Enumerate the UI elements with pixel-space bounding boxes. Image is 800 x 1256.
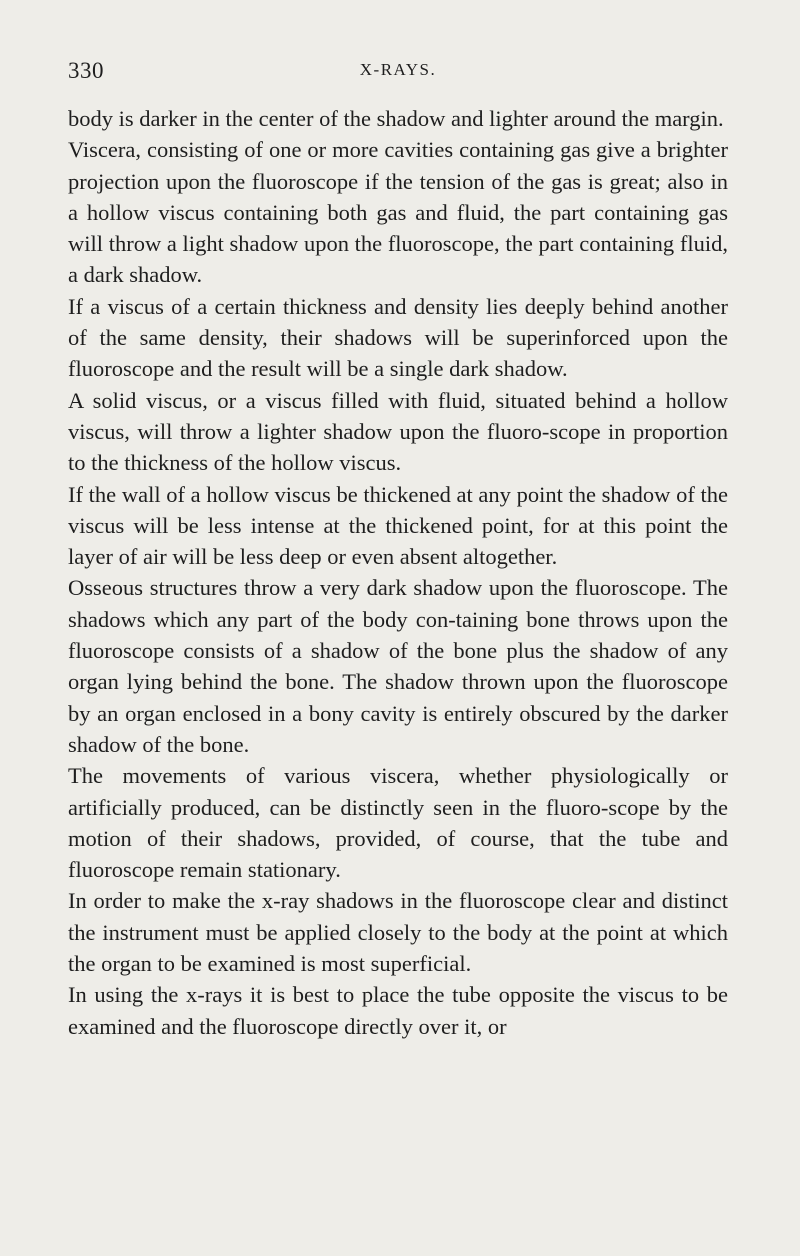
running-title: X-RAYS. [359, 60, 437, 79]
paragraph: The movements of various viscera, whether physiologically or artificially produced, can be distinctly seen in the fluoro-scope by the motion of their shadows, provided, of course, that the tube and fluoroscope remain stationary. [68, 763, 728, 883]
paragraph: Viscera, consisting of one or more cavities containing gas give a brighter projection upon the fluoroscope if the tension of the gas is great; also in a hollow viscus containing both gas and fluid, the part containing gas will throw a light shadow upon the fluoroscope, the part containing fluid, a dark shadow. [68, 137, 728, 288]
body-text [68, 103, 728, 1042]
paragraph: Osseous structures throw a very dark shadow upon the fluoroscope. The shadows which any part of the body con-taining bone throws upon the fluoroscope consists of a shadow of the bone plus the shadow of any organ lying behind the bone. The shadow thrown upon the fluoroscope by an organ enclosed in a bony cavity is entirely obscured by the darker shadow of the bone. [68, 575, 728, 757]
running-head [68, 58, 728, 92]
paragraph: If a viscus of a certain thickness and density lies deeply behind another of the same density, their shadows will be superinforced upon the fluoroscope and the result will be a single dark shadow. [68, 293, 728, 382]
paragraph: A solid viscus, or a viscus filled with fluid, situated behind a hollow viscus, will throw a lighter shadow upon the fluoro-scope in proportion to the thickness of the hollow viscus. [68, 387, 728, 476]
paragraph: If the wall of a hollow viscus be thickened at any point the shadow of the viscus will be less intense at the thickened point, for at this point the layer of air will be less deep or even absent altogether. [68, 481, 728, 570]
paragraph: In order to make the x-ray shadows in the fluoroscope clear and distinct the instrument must be applied closely to the body at the point at which the organ to be examined is most superficial. [68, 888, 728, 977]
paragraph: body is darker in the center of the shadow and lighter around the margin. [68, 106, 724, 131]
page-number: 330 [68, 58, 104, 83]
paragraph: In using the x-rays it is best to place the tube opposite the viscus to be examined and the fluoroscope directly over it, or [68, 982, 728, 1039]
